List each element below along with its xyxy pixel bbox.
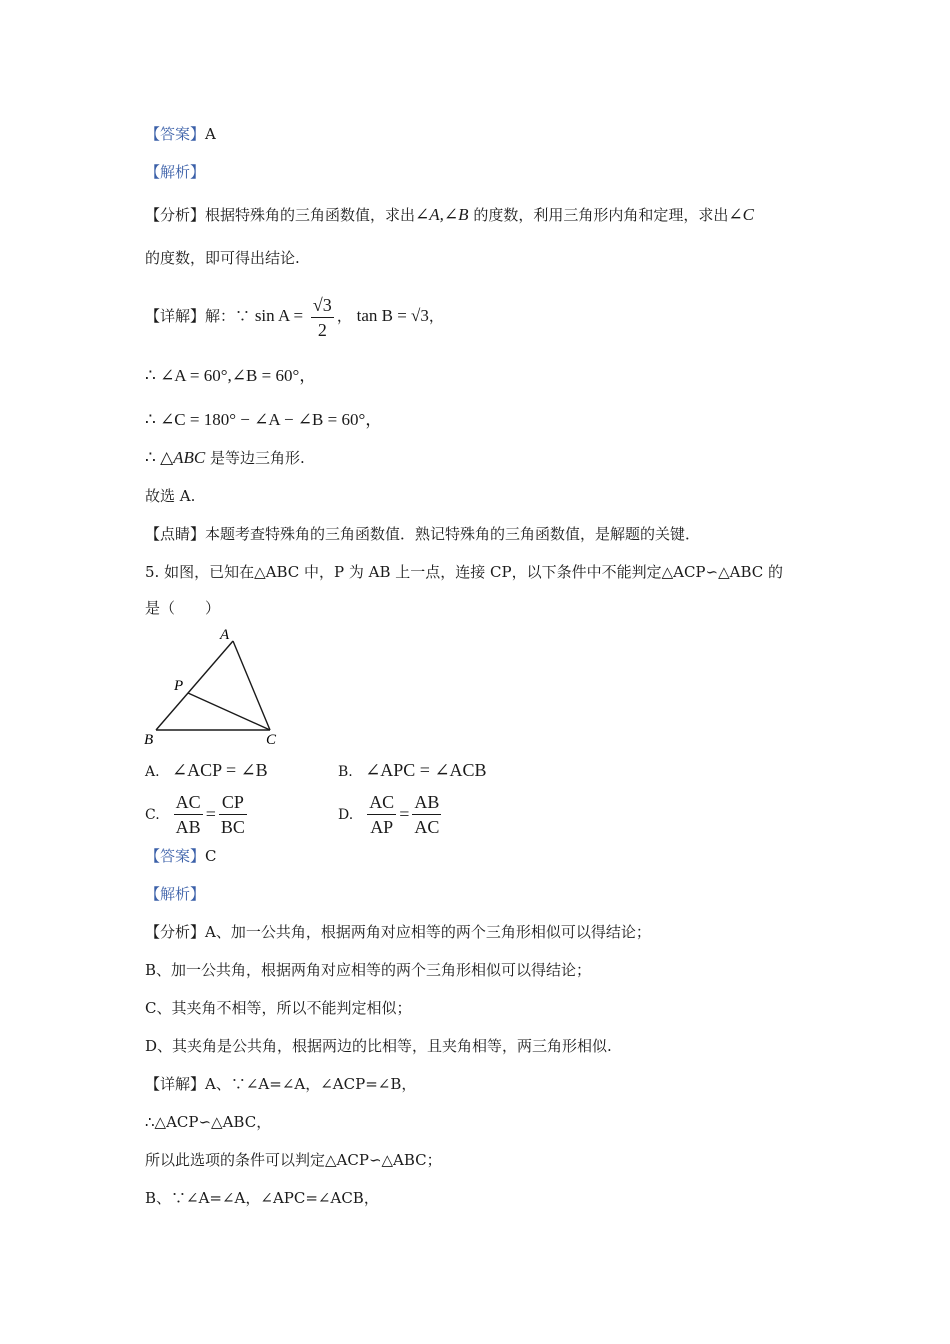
option-a[interactable]	[145, 760, 268, 781]
comma-2: ，	[428, 307, 444, 325]
q5-fenxi-b: B、加一公共角，根据两角对应相等的两个三角形相似可以得结论；	[145, 961, 592, 979]
q5-xiangjie-a2: ∴△ACP∽△ABC，	[145, 1113, 272, 1131]
c-den-1: AB	[175, 817, 201, 837]
option-a-label: A.	[145, 764, 160, 780]
d-num-2: AB	[412, 790, 441, 815]
q5-stem-2: 是（ ）	[145, 599, 221, 617]
label-p: P	[174, 678, 184, 694]
tan-b: tan B = √3	[356, 306, 429, 325]
step-2: ∴ ∠C = 180° − ∠A − ∠B = 60°，	[145, 410, 383, 429]
q5-answer-line	[145, 846, 217, 866]
option-d-frac-1	[367, 790, 396, 839]
option-c-frac-1	[174, 790, 203, 839]
option-c-frac-2	[219, 790, 247, 839]
fenxi-text-2: 的度数，利用三角形内角和定理，求出	[468, 206, 729, 224]
label-b: B	[144, 732, 154, 748]
step-1: ∴ ∠A = 60°,∠B = 60°，	[145, 366, 317, 385]
jiexi-heading: 【解析】	[145, 163, 206, 181]
sin-a: sin A =	[254, 306, 304, 325]
option-c-eq: =	[205, 804, 216, 824]
fenxi-angle-c: ∠C	[728, 205, 754, 224]
answer-tag: 【答案】	[145, 125, 206, 143]
q5-xiangjie-tag: 【详解】	[145, 1075, 206, 1093]
q5-jiexi-heading: 【解析】	[145, 885, 206, 903]
q5-fenxi-d: D、其夹角是公共角，根据两边的比相等，且夹角相等，两三角形相似.	[145, 1037, 612, 1055]
label-c: C	[266, 732, 277, 748]
d-den-2: AC	[414, 817, 440, 837]
step-3	[145, 448, 305, 468]
label-a: A	[220, 627, 230, 643]
option-b-label: B.	[338, 764, 353, 780]
option-b[interactable]	[338, 760, 487, 781]
frac-den: 2	[317, 319, 327, 340]
q5-fenxi-c: C、其夹角不相等，所以不能判定相似；	[145, 999, 412, 1017]
side-ab	[156, 641, 233, 730]
therefore: ∴	[145, 448, 161, 467]
c-num-1: AC	[174, 790, 203, 815]
answer-line	[145, 124, 216, 144]
q5-answer-tag: 【答案】	[145, 847, 206, 865]
fenxi-angles: ∠A,∠B	[415, 205, 469, 224]
fenxi-line-2: 的度数，即可得出结论.	[145, 249, 300, 267]
step-3-text: 是等边三角形.	[205, 449, 305, 467]
c-num-2: CP	[219, 790, 247, 815]
triangle-abc: △ABC	[160, 448, 206, 467]
q5-xiangjie-a3: 所以此选项的条件可以判定△ACP∽△ABC；	[145, 1151, 442, 1169]
xiangjie-text: 解：∵	[205, 307, 251, 325]
option-d-label: D.	[338, 806, 354, 823]
xiangjie-line	[145, 290, 444, 342]
choose-line: 故选 A.	[145, 487, 196, 505]
q5-fenxi-tag: 【分析】	[145, 923, 206, 941]
option-d-frac-2	[412, 790, 441, 839]
comma: ，	[336, 307, 352, 325]
option-d-eq: =	[399, 804, 410, 824]
c-den-2: BC	[220, 817, 245, 837]
fenxi-text: 根据特殊角的三角函数值，求出	[205, 206, 416, 224]
side-ac	[233, 641, 270, 730]
option-b-text: ∠APC = ∠ACB	[365, 760, 487, 780]
xiangjie-tag: 【详解】	[145, 307, 206, 325]
segment-cp	[188, 693, 270, 730]
dianjing-tag: 【点睛】	[145, 525, 206, 543]
q5-xiangjie-b: B、∵∠A=∠A，∠APC=∠ACB，	[145, 1189, 379, 1207]
fenxi-line	[145, 205, 754, 225]
d-num-1: AC	[367, 790, 396, 815]
q5-fenxi-a-text: A、加一公共角，根据两角对应相等的两个三角形相似可以得结论；	[205, 923, 651, 941]
q5-stem-1: 5. 如图，已知在△ABC 中，P 为 AB 上一点，连接 CP，以下条件中不能判定△ACP∽△ABC 的	[145, 563, 784, 581]
q5-fenxi-a	[145, 922, 651, 942]
frac-num: √3	[311, 293, 334, 318]
answer-value: A	[205, 125, 216, 143]
option-c-label: C.	[145, 806, 160, 823]
option-a-text: ∠ACP = ∠B	[172, 760, 268, 780]
fraction-sqrt3-over-2	[311, 293, 334, 342]
option-d[interactable]	[338, 790, 444, 839]
q5-xiangjie-a-text: A、∵∠A=∠A，∠ACP=∠B，	[205, 1075, 417, 1093]
fenxi-tag: 【分析】	[145, 206, 206, 224]
d-den-1: AP	[370, 817, 394, 837]
dianjing-line	[145, 524, 700, 544]
q5-xiangjie-a	[145, 1074, 416, 1094]
option-c[interactable]	[145, 790, 250, 839]
dianjing-text: 本题考查特殊角的三角函数值．熟记特殊角的三角函数值，是解题的关键．	[205, 525, 701, 543]
triangle-figure	[138, 622, 288, 752]
q5-answer-value: C	[205, 847, 217, 865]
